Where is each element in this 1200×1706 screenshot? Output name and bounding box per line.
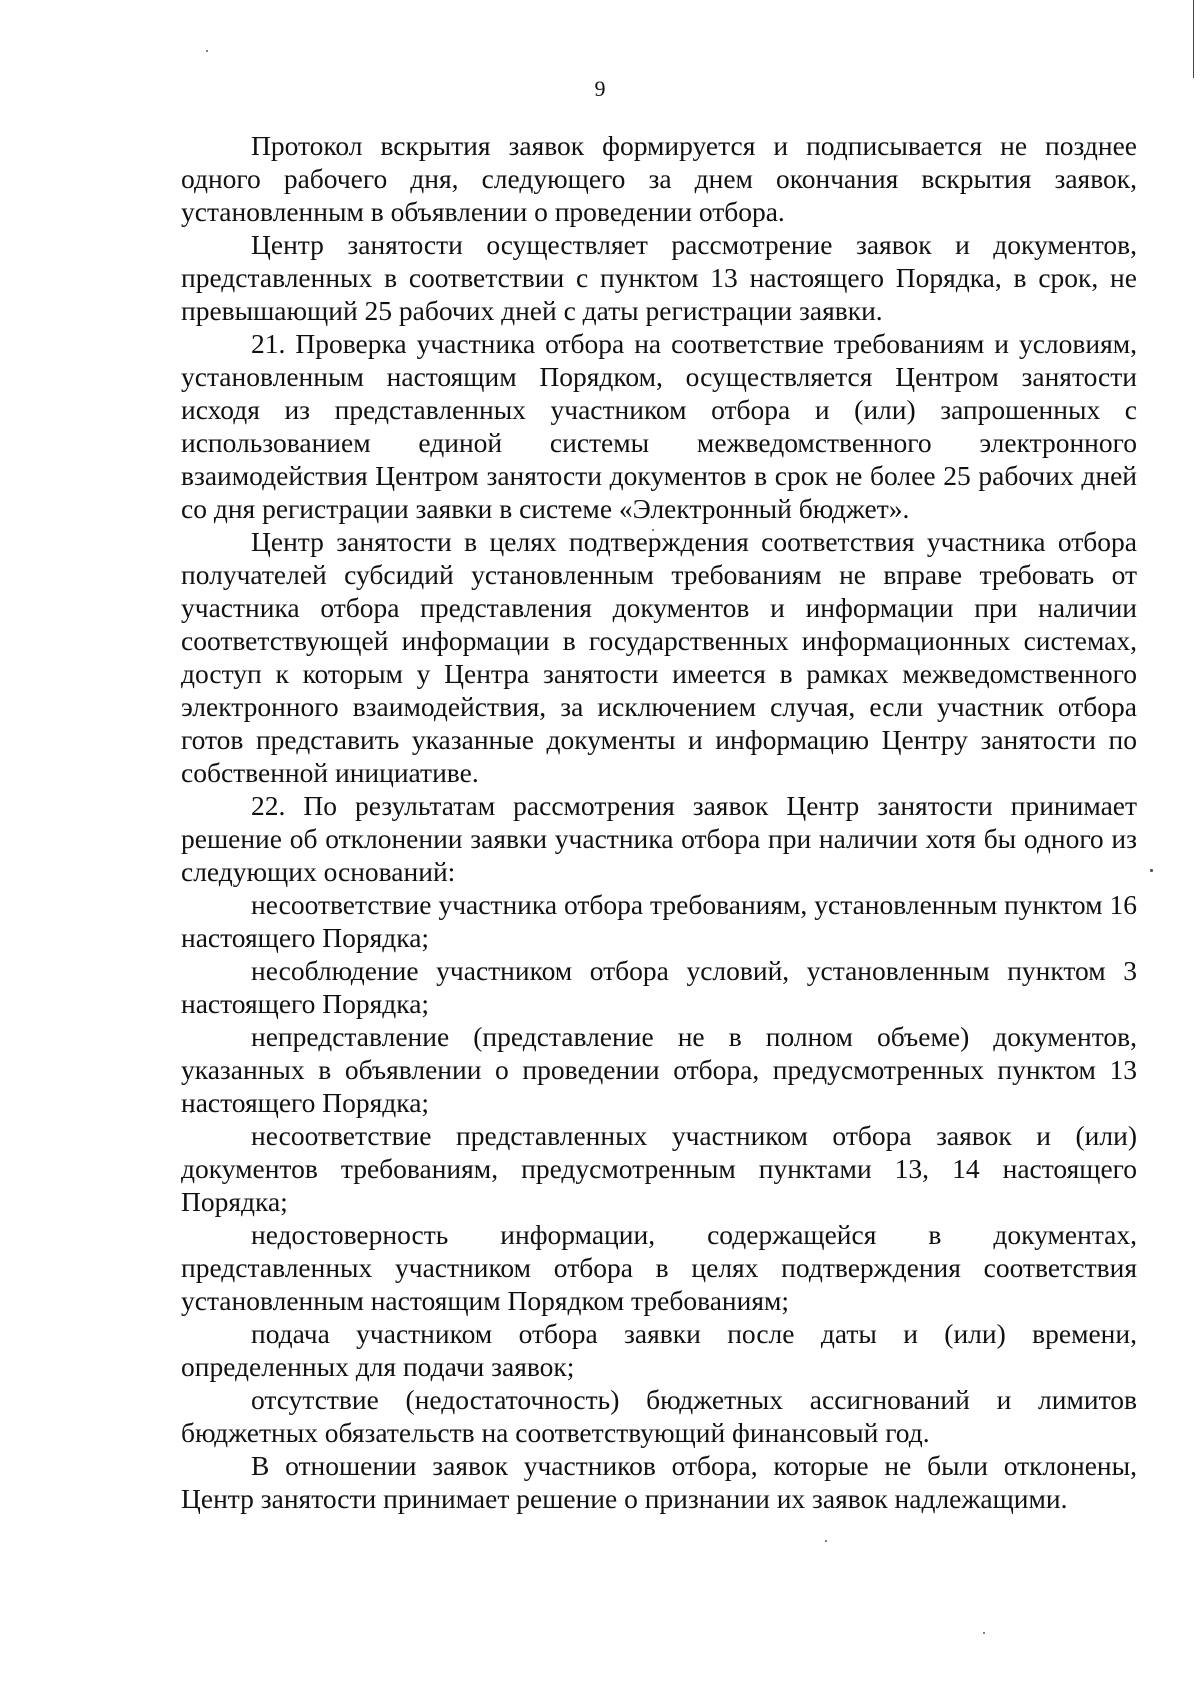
scan-edge-mark <box>1193 0 1194 78</box>
paragraph-info-request: Центр занятости в целях подтверждения соответствия участника отбора получателей субсидий установленным требованиям не вправе требовать от участника отбора представления документов и информации при наличии соответствующей информации в государственных информационных системах, доступ к которым у Центра занятости имеется в рамках межведомственного электронного взаимодействия, за исключением случая, если участник отбора готов представить указанные документы и информацию Центру занятости по собственной инициативе. <box>181 526 1137 788</box>
paragraph-ground-1: несоответствие участника отбора требованиям, установленным пунктом 16 настоящего Порядка; <box>181 889 1137 953</box>
paragraph-ground-7: отсутствие (недостаточность) бюджетных ассигнований и лимитов бюджетных обязательств на соответствующий финансовый год. <box>181 1384 1137 1448</box>
paragraph-item-22: 22. По результатам рассмотрения заявок Центр занятости принимает решение об отклонении заявки участника отбора при наличии хотя бы одного из следующих оснований: <box>181 790 1137 887</box>
paragraph-item-21: 21. Проверка участника отбора на соответствие требованиям и условиям, установленным настоящим Порядком, осуществляется Центром занятости исходя из представленных участником отбора и (или) запрошенных с использованием единой системы межведомственного электронного взаимодействия Центром занятости документов в срок не более 25 рабочих дней со дня регистрации заявки в системе «Электронный бюджет». <box>181 328 1137 524</box>
paragraph-ground-4: несоответствие представленных участником отбора заявок и (или) документов требованиям, предусмотренным пунктами 13, 14 настоящего Порядка; <box>181 1120 1137 1217</box>
scan-speck <box>825 1540 827 1542</box>
paragraph-ground-2: несоблюдение участником отбора условий, установленным пунктом 3 настоящего Порядка; <box>181 955 1137 1019</box>
paragraph-review-term: Центр занятости осуществляет рассмотрение заявок и документов, представленных в соответствии с пунктом 13 настоящего Порядка, в срок, не превышающий 25 рабочих дней с даты регистрации заявки. <box>181 229 1137 326</box>
paragraph-accepted-bids: В отношении заявок участников отбора, которые не были отклонены, Центр занятости принимает решение о признании их заявок надлежащими. <box>181 1450 1137 1514</box>
page-number: 9 <box>594 76 606 101</box>
scan-speck <box>1150 869 1153 872</box>
paragraph-ground-3: непредставление (представление не в полном объеме) документов, указанных в объявлении о проведении отбора, предусмотренных пунктом 13 настоящего Порядка; <box>181 1021 1137 1118</box>
paragraph-protocol: Протокол вскрытия заявок формируется и подписывается не позднее одного рабочего дня, следующего за днем окончания вскрытия заявок, установленным в объявлении о проведении отбора. <box>181 130 1137 227</box>
paragraph-ground-6: подача участником отбора заявки после даты и (или) времени, определенных для подачи заявок; <box>181 1318 1137 1382</box>
scan-speck <box>983 1632 985 1634</box>
document-body <box>181 129 1137 1515</box>
scan-speck <box>206 50 208 52</box>
paragraph-ground-5: недостоверность информации, содержащейся в документах, представленных участником отбора в целях подтверждения соответствия установленным настоящим Порядком требованиям; <box>181 1219 1137 1316</box>
